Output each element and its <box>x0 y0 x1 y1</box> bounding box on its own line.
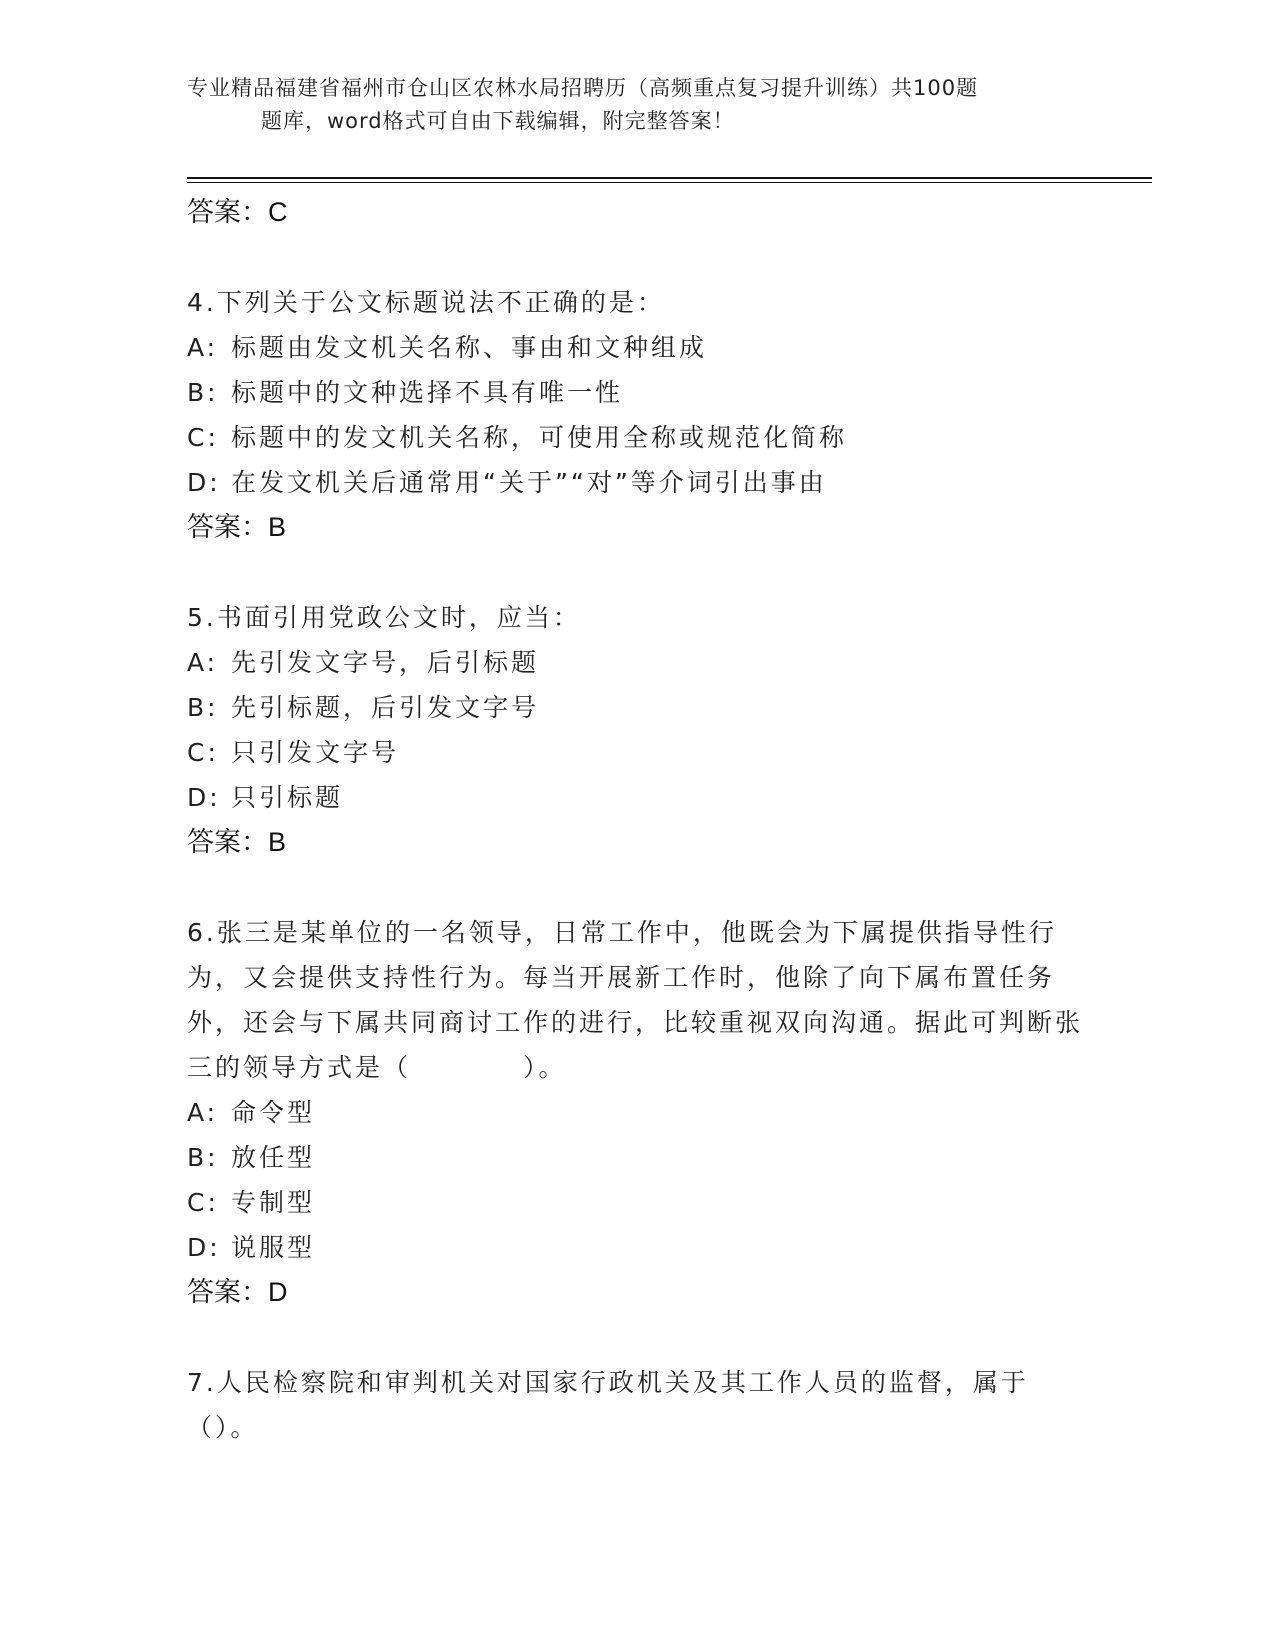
option-a <box>187 325 1087 370</box>
option-b <box>187 685 1087 730</box>
header-rule-thick <box>187 177 1152 179</box>
option-label: B: <box>187 1143 219 1172</box>
option-label: C: <box>187 423 219 452</box>
option-text: 标题中的发文机关名称，可使用全称或规范化简称 <box>231 423 848 452</box>
question-text: 6.张三是某单位的一名领导，日常工作中，他既会为下属提供指导性行为，又会提供支持性行为。每当开展新工作时，他除了向下属布置任务外，还会与下属共同商讨工作的进行，比较重视双向沟通。据此可判断张三的领导方式是（ ）。 <box>187 918 1084 1082</box>
option-text: 只引标题 <box>231 783 344 812</box>
option-label: A: <box>187 333 219 362</box>
answer-line: 答案：D <box>187 1277 288 1307</box>
option-label: B: <box>187 378 219 407</box>
option-label: D: <box>187 468 221 497</box>
header-line-1: 专业精品福建省福州市仓山区农林水局招聘历（高频重点复习提升训练）共100题 <box>187 76 979 100</box>
option-text: 标题中的文种选择不具有唯一性 <box>231 378 624 407</box>
option-c <box>187 415 1087 460</box>
option-text: 放任型 <box>231 1143 316 1172</box>
option-label: C: <box>187 738 219 767</box>
option-text: 只引发文字号 <box>231 738 400 767</box>
option-label: C: <box>187 1188 219 1217</box>
page-header <box>187 72 1092 138</box>
answer-line: 答案：C <box>187 197 288 227</box>
answer-line: 答案：B <box>187 512 287 542</box>
option-c <box>187 1180 1087 1225</box>
option-text: 命令型 <box>231 1098 316 1127</box>
option-label: A: <box>187 1098 219 1127</box>
question-block <box>187 1360 1087 1450</box>
header-line-2: 题库，word格式可自由下载编辑，附完整答案！ <box>261 109 735 133</box>
option-b <box>187 370 1087 415</box>
option-b <box>187 1135 1087 1180</box>
option-text: 标题由发文机关名称、事由和文种组成 <box>231 333 708 362</box>
question-list <box>187 190 1087 1450</box>
option-text: 专制型 <box>231 1188 316 1217</box>
question-block <box>187 280 1087 550</box>
option-c <box>187 730 1087 775</box>
option-text: 说服型 <box>231 1233 316 1262</box>
option-label: D: <box>187 783 221 812</box>
question-text: 7.人民检察院和审判机关对国家行政机关及其工作人员的监督，属于（）。 <box>187 1368 1029 1442</box>
header-rule-thin <box>187 182 1152 183</box>
option-label: B: <box>187 693 219 722</box>
question-text: 4.下列关于公文标题说法不正确的是： <box>187 288 665 317</box>
option-text: 在发文机关后通常用“关于”“对”等介词引出事由 <box>231 468 827 497</box>
answer-line: 答案：B <box>187 827 287 857</box>
option-label: A: <box>187 648 219 677</box>
option-d <box>187 775 1087 820</box>
option-text: 先引发文字号，后引标题 <box>231 648 540 677</box>
question-block <box>187 910 1087 1315</box>
option-a <box>187 1090 1087 1135</box>
option-label: D: <box>187 1233 221 1262</box>
option-a <box>187 640 1087 685</box>
question-block <box>187 595 1087 865</box>
option-d <box>187 1225 1087 1270</box>
option-d <box>187 460 1087 505</box>
question-text: 5.书面引用党政公文时，应当： <box>187 603 581 632</box>
option-text: 先引标题，后引发文字号 <box>231 693 540 722</box>
